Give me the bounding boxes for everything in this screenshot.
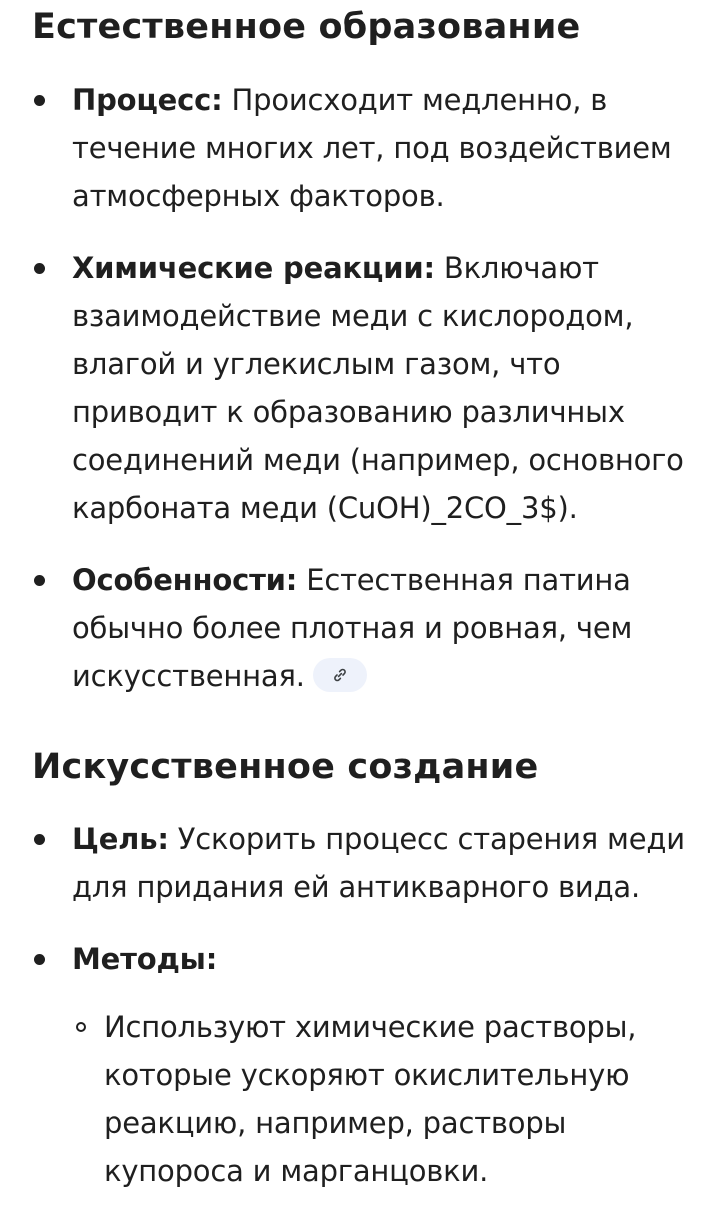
list-item-line: для придания ей антикварного вида.: [72, 870, 641, 904]
list-item-line: атмосферных факторов.: [72, 179, 445, 213]
list-item-line: карбоната меди (CuOH)_2CO_3$).: [72, 491, 578, 525]
list-item-line-text: Включают: [434, 251, 599, 285]
list-item-text: [72, 556, 692, 700]
list-item-line: соединений меди (например, основного: [72, 443, 684, 477]
list-item-label: Цель:: [72, 822, 169, 856]
list-item-line: [72, 652, 692, 700]
list-item-line: [72, 935, 692, 983]
list-item-line: течение многих лет, под воздействием: [72, 131, 672, 165]
section-heading-natural-formation: Естественное образование: [32, 7, 581, 47]
sub-list-item-line: Используют химические растворы,: [104, 1010, 637, 1044]
list-item-line: [72, 76, 692, 124]
sub-list-item-line: которые ускоряют окислительную: [104, 1058, 630, 1092]
list-item-label: Особенности:: [72, 563, 298, 597]
list-item-line: [72, 244, 692, 292]
list-item-label: Процесс:: [72, 83, 223, 117]
list-item-line: [72, 556, 692, 604]
list-item-text: [72, 76, 692, 220]
section-heading-artificial-creation: Искусственное создание: [32, 747, 539, 787]
bullet-dot: [34, 263, 45, 274]
link-icon: [332, 667, 348, 683]
sub-bullet-circle: [76, 1022, 86, 1032]
list-item-line-text: Происходит медленно, в: [222, 83, 608, 117]
list-item-line-text: Ускорить процесс старения меди: [168, 822, 685, 856]
sub-list-item-text: [104, 1003, 694, 1195]
list-item-line-text: Естественная патина: [297, 563, 631, 597]
list-item-line-text: искусственная.: [72, 659, 305, 693]
source-link-chip[interactable]: [313, 658, 367, 692]
list-item-line: взаимодействие меди с кислородом,: [72, 299, 634, 333]
list-item-label: Химические реакции:: [72, 251, 435, 285]
bullet-dot: [34, 834, 45, 845]
bullet-dot: [34, 95, 45, 106]
bullet-dot: [34, 954, 45, 965]
list-item-line: [72, 815, 692, 863]
list-item-text: [72, 815, 692, 911]
list-item-text: [72, 935, 692, 983]
sub-list-item-line: реакцию, например, растворы: [104, 1106, 567, 1140]
bullet-dot: [34, 575, 45, 586]
list-item-line: обычно более плотная и ровная, чем: [72, 611, 633, 645]
list-item-line: влагой и углекислым газом, что: [72, 347, 561, 381]
list-item-line: приводит к образованию различных: [72, 395, 625, 429]
sub-list-item-line: купороса и марганцовки.: [104, 1154, 489, 1188]
list-item-text: [72, 244, 692, 532]
list-item-label: Методы:: [72, 942, 218, 976]
